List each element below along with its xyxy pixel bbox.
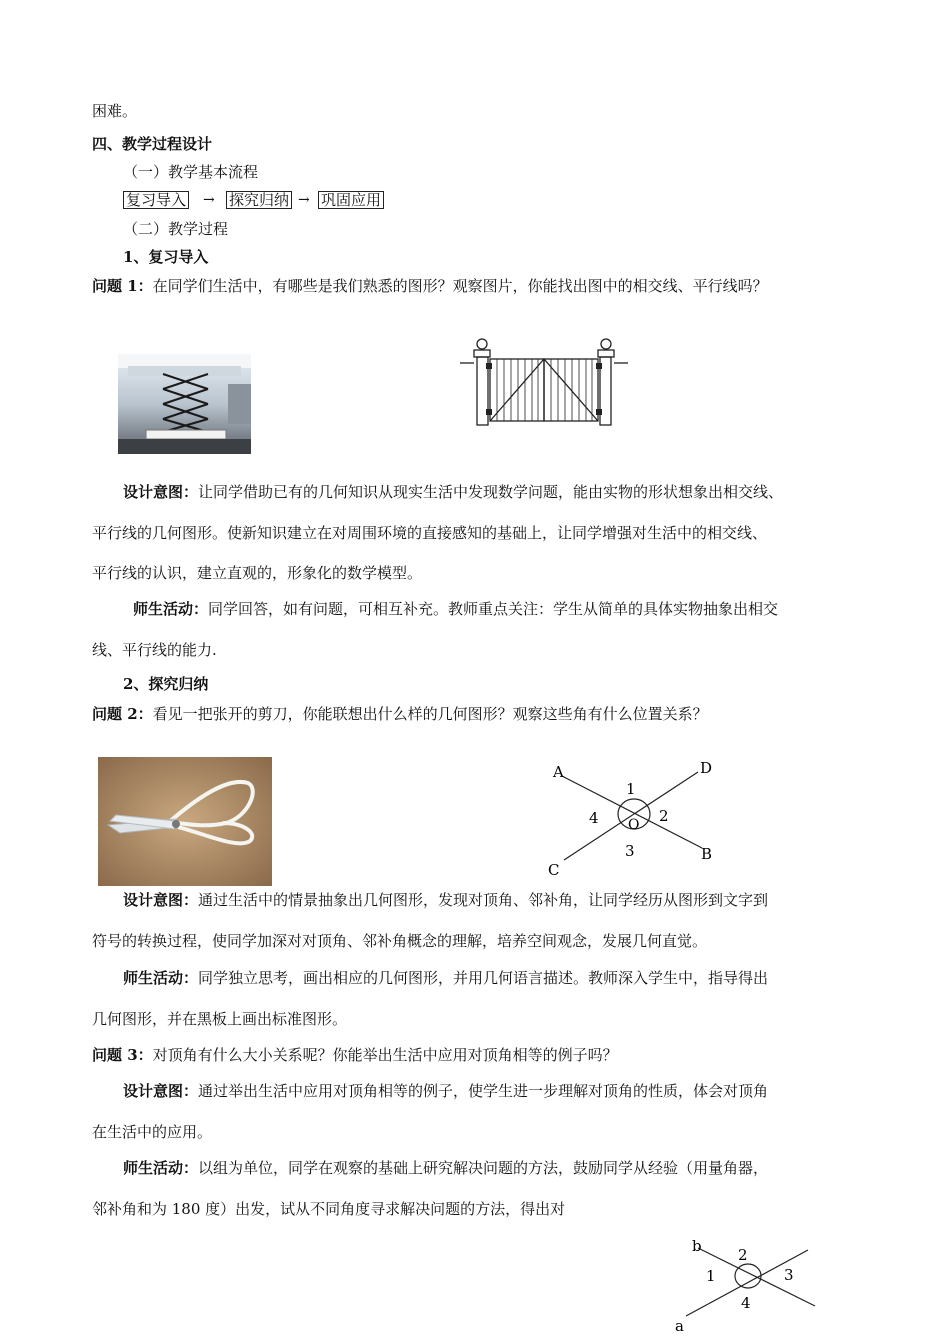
subheading: （一）教学基本流程	[123, 163, 259, 181]
scissors-photo	[98, 757, 272, 886]
flow-step-2: 探究归纳	[226, 190, 292, 210]
point-label-c: C	[548, 861, 560, 879]
angle-label: 3	[625, 842, 635, 860]
design-intent-2: 设计意图：通过生活中的情景抽象出几何图形，发现对顶角、邻补角，让同学经历从图形到文字到	[123, 891, 769, 909]
angle-label: 4	[741, 1294, 751, 1312]
text-line: 符号的转换过程，使同学加深对对顶角、邻补角概念的理解，培养空间观念，发展几何直觉。	[92, 932, 708, 950]
step-heading: 1、复习导入	[123, 248, 209, 266]
angle-label: 3	[784, 1266, 794, 1284]
step-heading: 2、探究归纳	[123, 675, 209, 693]
question-3: 问题 3：对顶角有什么大小关系呢？你能举出生活中应用对顶角相等的例子吗？	[92, 1046, 618, 1064]
point-label-b: B	[701, 845, 713, 863]
subheading: （二）教学过程	[123, 220, 229, 238]
question-1: 问题 1：在同学们生活中，有哪些是我们熟悉的图形？观察图片，你能找出图中的相交线、平行线吗？	[92, 277, 768, 295]
text-line: 几何图形，并在黑板上画出标准图形。	[92, 1010, 348, 1028]
arrow-right-icon: →	[298, 192, 310, 208]
point-label-d: D	[700, 759, 713, 777]
text-line: 邻补角和为 180 度）出发，试从不同角度寻求解决问题的方法，得出对	[92, 1200, 566, 1218]
question-2: 问题 2：看见一把张开的剪刀，你能联想出什么样的几何图形？观察这些角有什么位置关系？	[92, 705, 708, 723]
activity-3: 师生活动：以组为单位，同学在观察的基础上研究解决问题的方法，鼓励同学从经验（用量角器，	[123, 1159, 769, 1177]
angle-label: 1	[706, 1267, 716, 1285]
text-line: 平行线的认识，建立直观的，形象化的数学模型。	[92, 564, 423, 582]
text-line: 线、平行线的能力.	[92, 641, 217, 659]
line-label-a: a	[675, 1317, 684, 1334]
activity-1: 师生活动：同学回答，如有问题，可相互补充。教师重点关注：学生从简单的具体实物抽象出相交	[133, 600, 779, 618]
angle-label: 2	[738, 1246, 748, 1264]
ceiling-lift-photo	[118, 354, 251, 454]
flow-step-3: 巩固应用	[318, 190, 384, 210]
angle-label: 4	[589, 809, 599, 827]
center-label: O	[628, 817, 640, 833]
text-line: 在生活中的应用。	[92, 1123, 213, 1141]
section-heading: 四、教学过程设计	[92, 135, 213, 153]
flow-step-1: 复习导入	[123, 190, 189, 210]
angle-diagram-1	[540, 758, 720, 880]
angle-diagram-2	[670, 1234, 830, 1334]
design-intent-1: 设计意图：让同学借助已有的几何知识从现实生活中发现数学问题，能由实物的形状想象出相交线、	[123, 483, 784, 501]
arrow-right-icon: →	[203, 192, 215, 208]
text-line: 困难。	[92, 102, 138, 120]
text-line: 平行线的几何图形。使新知识建立在对周围环境的直接感知的基础上，让同学增强对生活中的相交线、	[92, 524, 768, 542]
angle-label: 1	[626, 780, 636, 798]
gate-drawing	[460, 333, 628, 427]
activity-2: 师生活动：同学独立思考，画出相应的几何图形，并用几何语言描述。教师深入学生中，指导得出	[123, 969, 769, 987]
point-label-a: A	[553, 763, 564, 781]
angle-label: 2	[659, 807, 669, 825]
design-intent-3: 设计意图：通过举出生活中应用对顶角相等的例子，使学生进一步理解对顶角的性质，体会对顶角	[123, 1082, 769, 1100]
line-label-b: b	[692, 1237, 702, 1255]
